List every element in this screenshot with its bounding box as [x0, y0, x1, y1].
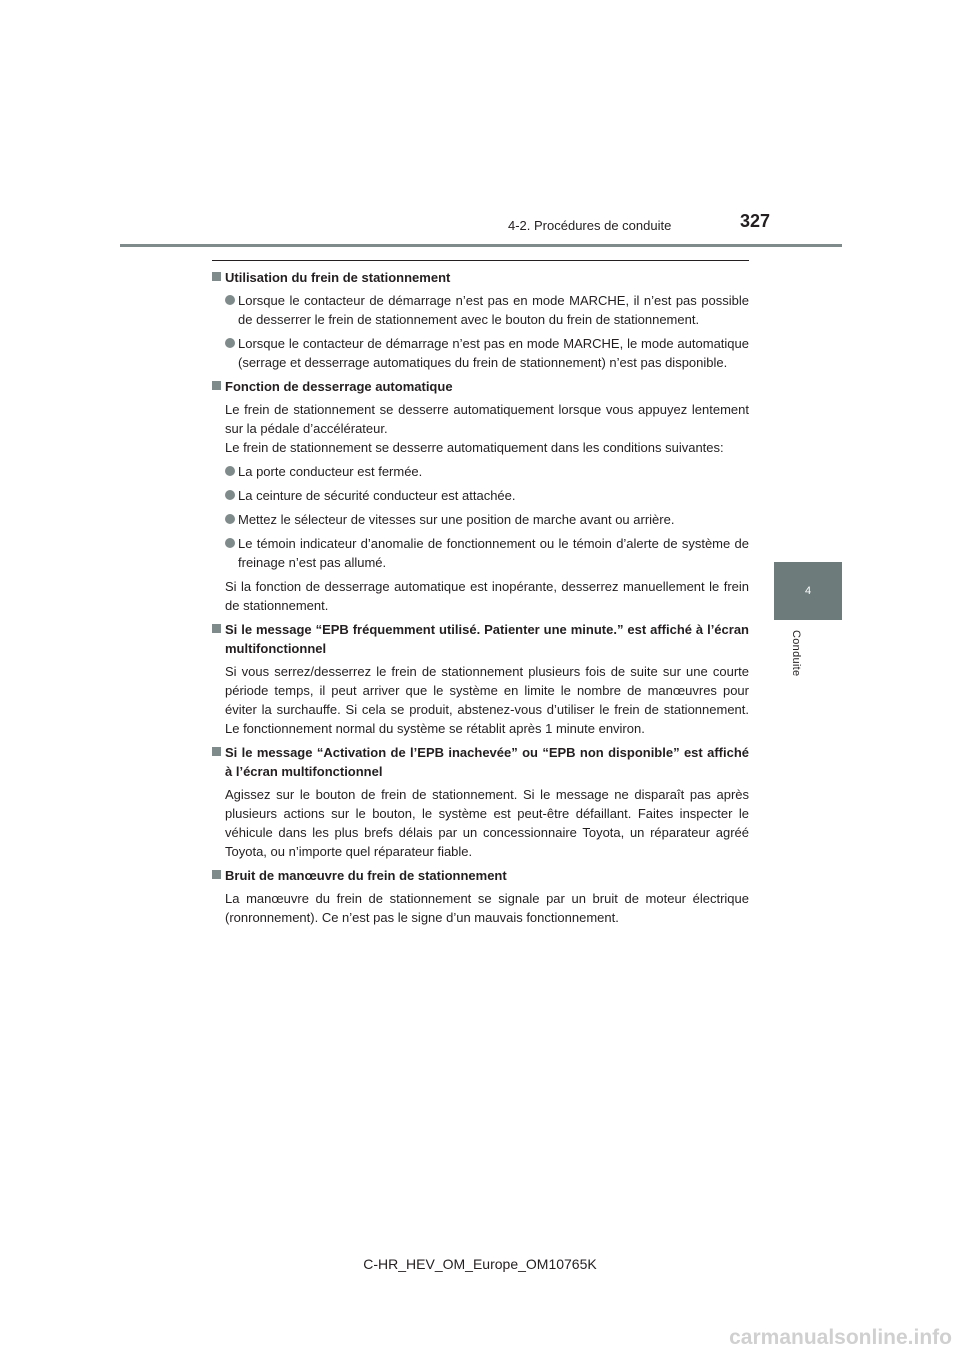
list-item: Mettez le sélecteur de vitesses sur une position de marche avant ou arrière.	[212, 510, 749, 529]
square-bullet-icon	[212, 747, 221, 756]
section-epb-frequent-message	[212, 620, 749, 738]
square-bullet-icon	[212, 272, 221, 281]
section-parking-brake-use	[212, 268, 749, 372]
paragraph: Agissez sur le bouton de frein de stationnement. Si le message ne disparaît pas après plusieurs actions sur le bouton, le système est peut-être défaillant. Faites inspecter le véhicule dans les plus brefs délais par un concessionnaire Toyota, un réparateur agréé Toyota, ou n’importe quel réparateur fiable.	[225, 787, 749, 859]
square-bullet-icon	[212, 381, 221, 390]
section-heading: Fonction de desserrage automatique	[212, 377, 749, 396]
content-top-rule	[212, 260, 749, 261]
circle-bullet-icon	[225, 514, 235, 524]
square-bullet-icon	[212, 870, 221, 879]
list-item: La ceinture de sécurité conducteur est attachée.	[212, 486, 749, 505]
footer-doc-code: C-HR_HEV_OM_Europe_OM10765K	[363, 1256, 597, 1272]
list-item: Lorsque le contacteur de démarrage n’est pas en mode MARCHE, le mode automatique (serrage et desserrage automatiques du frein de stationnement) n’est pas disponible.	[212, 334, 749, 372]
square-bullet-icon	[212, 624, 221, 633]
circle-bullet-icon	[225, 466, 235, 476]
header-section-title: 4-2. Procédures de conduite	[508, 218, 672, 233]
main-content	[212, 268, 749, 932]
paragraph: Si vous serrez/desserrez le frein de stationnement plusieurs fois de suite sur une courte période temps, il peut arriver que le système en limite le nombre de manœuvres pour éviter la surchauffe. Si cela se produit, abstenez-vous d’utiliser le frein de stationnement. Le fonctionnement normal du système se rétablit après 1 minute environ.	[225, 664, 749, 736]
section-heading: Si le message “Activation de l’EPB inachevée” ou “EPB non disponible” est affiché à l’écran multifonctionnel	[212, 743, 749, 781]
paragraph: La manœuvre du frein de stationnement se signale par un bruit de moteur électrique (ronronnement). Ce n’est pas le signe d’un mauvais fonctionnement.	[225, 891, 749, 925]
section-auto-release	[212, 377, 749, 615]
section-heading: Si le message “EPB fréquemment utilisé. Patienter une minute.” est affiché à l’écran multifonctionnel	[212, 620, 749, 658]
section-heading: Utilisation du frein de stationnement	[212, 268, 749, 287]
circle-bullet-icon	[225, 490, 235, 500]
circle-bullet-icon	[225, 295, 235, 305]
list-item: Lorsque le contacteur de démarrage n’est pas en mode MARCHE, il n’est pas possible de desserrer le frein de stationnement avec le bouton du frein de stationnement.	[212, 291, 749, 329]
paragraph: Le frein de stationnement se desserre automatiquement lorsque vous appuyez lentement sur la pédale d’accélérateur.	[225, 402, 749, 436]
paragraph: Le frein de stationnement se desserre automatiquement dans les conditions suivantes:	[225, 440, 724, 455]
circle-bullet-icon	[225, 338, 235, 348]
chapter-tab[interactable]	[774, 562, 842, 620]
list-item: Le témoin indicateur d’anomalie de fonctionnement ou le témoin d’alerte de système de freinage n’est pas allumé.	[212, 534, 749, 572]
watermark-text: carmanualsonline.info	[729, 1326, 952, 1349]
chapter-label: Conduite	[790, 630, 802, 677]
chapter-number: 4	[804, 585, 812, 597]
paragraph: Si la fonction de desserrage automatique est inopérante, desserrez manuellement le frein de stationnement.	[225, 579, 749, 613]
section-heading: Bruit de manœuvre du frein de stationnement	[212, 866, 749, 885]
page-number: 327	[740, 211, 771, 231]
section-brake-noise	[212, 866, 749, 927]
circle-bullet-icon	[225, 538, 235, 548]
header-rule	[120, 244, 842, 247]
section-epb-unavailable-message	[212, 743, 749, 861]
list-item: La porte conducteur est fermée.	[212, 462, 749, 481]
